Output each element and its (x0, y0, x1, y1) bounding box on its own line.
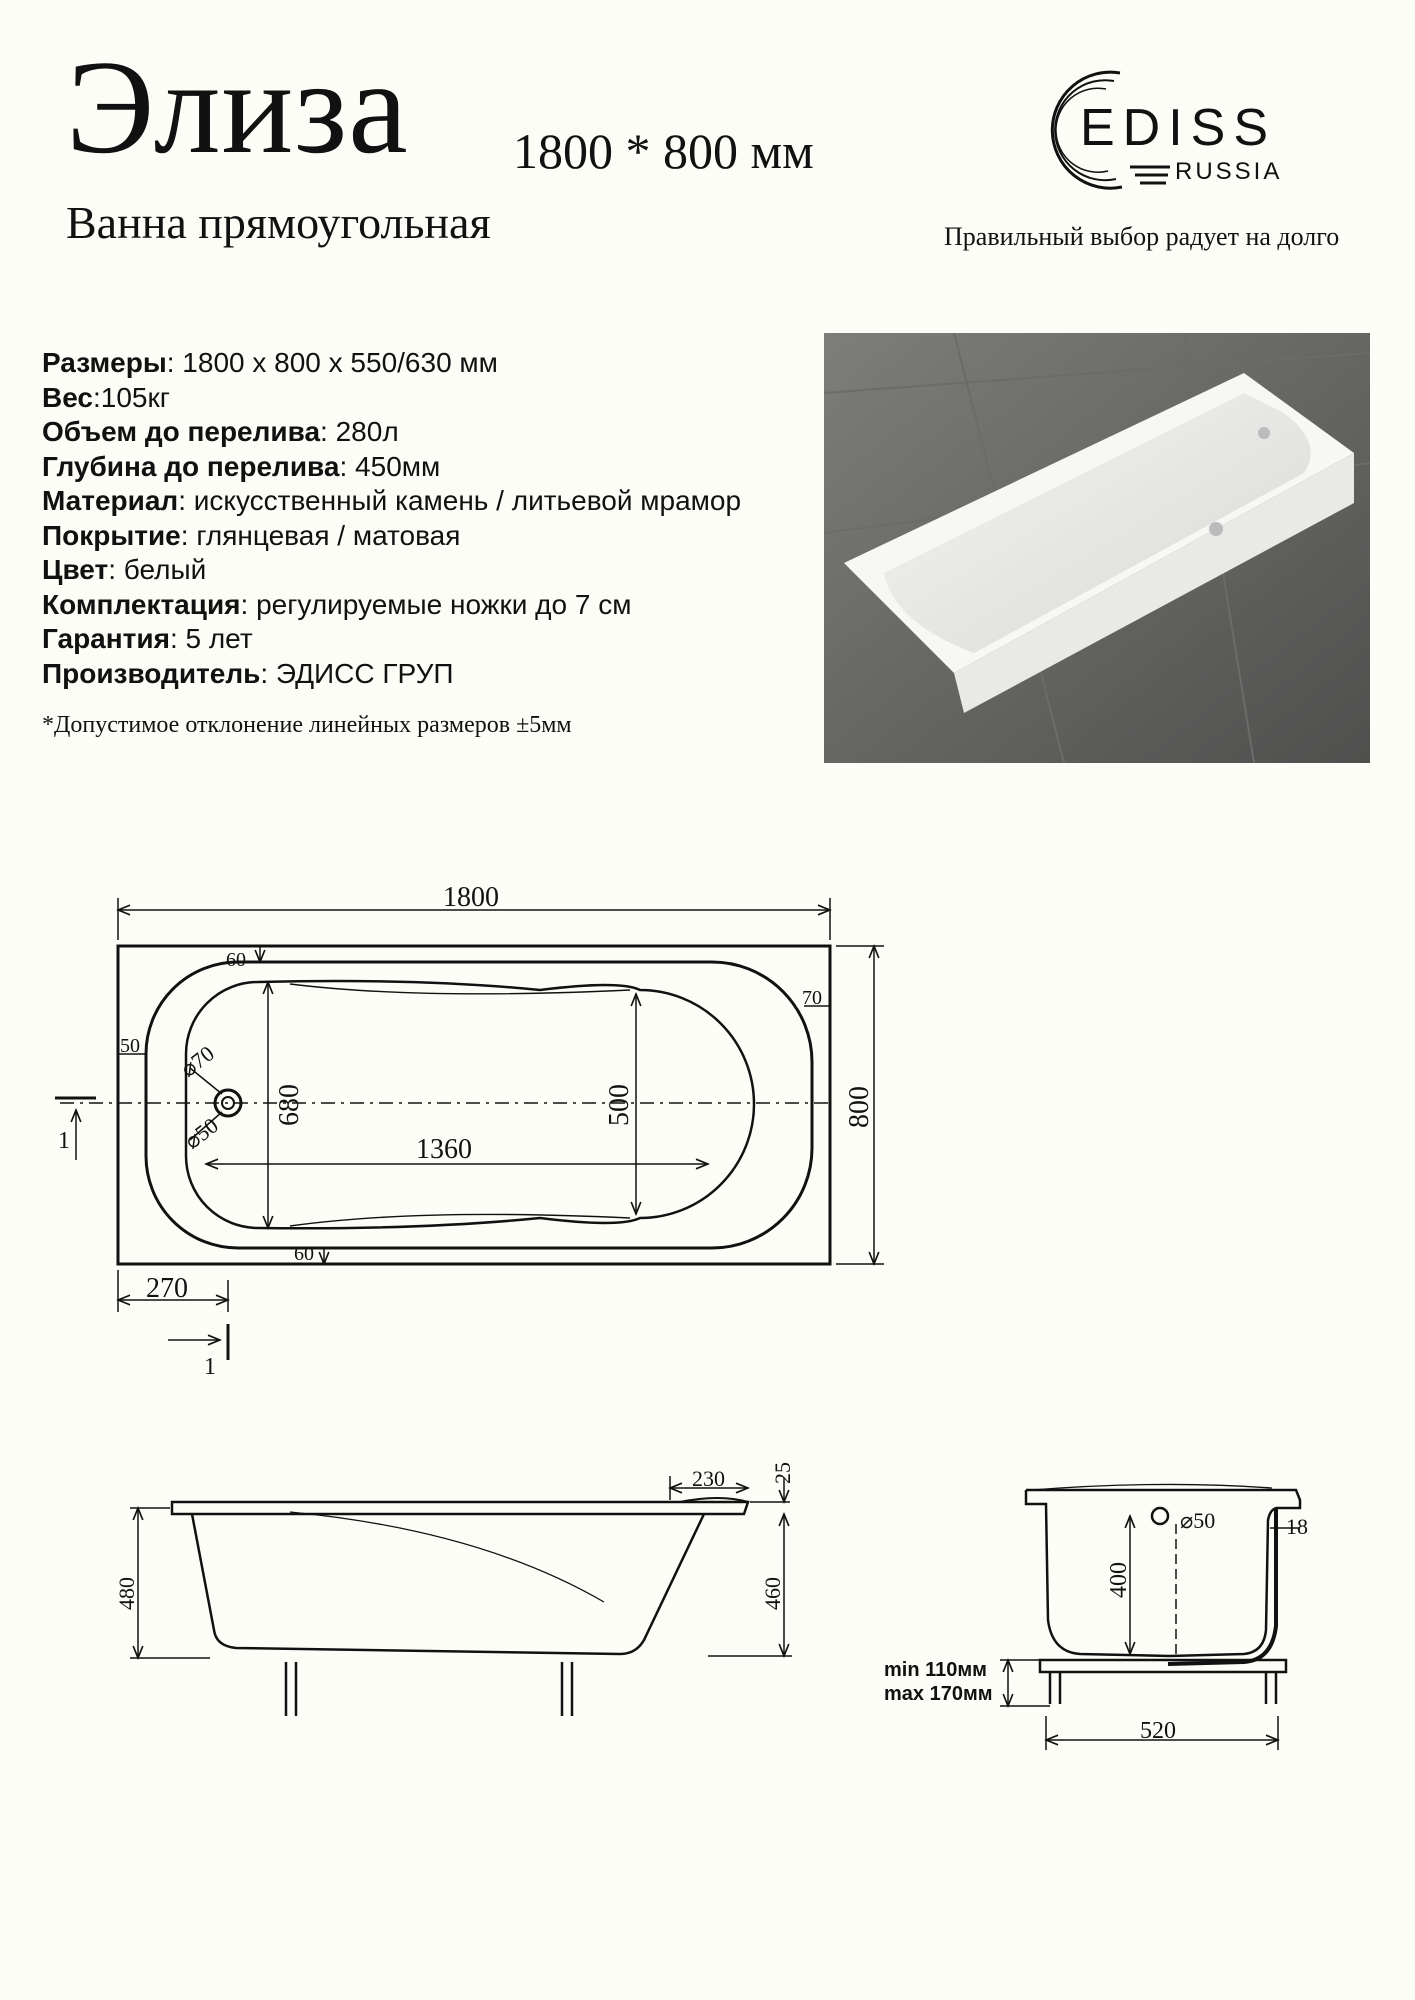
dim-rim-bottom: 60 (294, 1243, 314, 1265)
dim-inner-width: 680 (274, 1084, 305, 1126)
dim-rim-top: 60 (226, 949, 246, 971)
spec-row: Покрытие: глянцевая / матовая (42, 519, 461, 551)
dim-rim: 25 (770, 1462, 795, 1484)
side-rim (172, 1502, 748, 1514)
dim-drain: ⌀50 (179, 1112, 223, 1154)
section-mark-bottom: 1 (204, 1354, 216, 1380)
brand-slogan: Правильный выбор радует на долго (944, 222, 1340, 251)
dim-drain-offset: 270 (146, 1273, 188, 1304)
dim-wall: 18 (1286, 1514, 1308, 1539)
spec-row: Цвет: белый (42, 554, 207, 585)
logo-name: EDISS (1080, 99, 1277, 157)
logo-sub: RUSSIA (1175, 158, 1283, 185)
side-body (192, 1514, 704, 1654)
dim-overflow: ⌀70 (175, 1040, 219, 1082)
section-wall (1026, 1490, 1300, 1656)
dim-rim-end: 70 (802, 987, 822, 1009)
product-title: Элиза (66, 33, 409, 181)
spec-row: Размеры: 1800 х 800 х 550/630 мм (42, 347, 498, 378)
dim-rim-side: 50 (120, 1035, 140, 1057)
dim-headrest: 230 (692, 1466, 725, 1491)
dim-section-width: 520 (1140, 1718, 1176, 1744)
product-type: Ванна прямоугольная (66, 197, 491, 248)
plan-bowl (186, 981, 754, 1228)
dim-width: 800 (844, 1086, 875, 1128)
dim-depth: 480 (114, 1577, 139, 1610)
spec-row: Объем до перелива: 280л (42, 416, 399, 447)
product-size: 1800 * 800 мм (513, 123, 814, 179)
spec-row: Комплектация: регулируемые ножки до 7 см (42, 588, 632, 620)
leg-max: max 170мм (884, 1683, 993, 1705)
tolerance-note: *Допустимое отклонение линейных размеров ±5мм (42, 712, 572, 738)
plan-rim (146, 962, 812, 1248)
dim-end-width: 500 (604, 1084, 635, 1126)
spec-row: Производитель: ЭДИСС ГРУП (42, 657, 454, 689)
spec-row: Глубина до перелива: 450мм (42, 450, 441, 482)
dim-inner-depth: 460 (760, 1577, 785, 1610)
dim-inner-length: 1360 (416, 1134, 472, 1165)
spec-row: Гарантия: 5 лет (42, 623, 253, 654)
dim-section-drain: ⌀50 (1180, 1508, 1216, 1533)
spec-row: Вес:105кг (42, 381, 170, 413)
leg-min: min 110мм (884, 1659, 987, 1681)
dim-section-depth: 400 (1106, 1562, 1132, 1598)
section-mark-left: 1 (58, 1128, 70, 1154)
spec-row: Материал: искусственный камень / литьевой мрамор (42, 485, 742, 516)
dim-length: 1800 (443, 882, 499, 913)
